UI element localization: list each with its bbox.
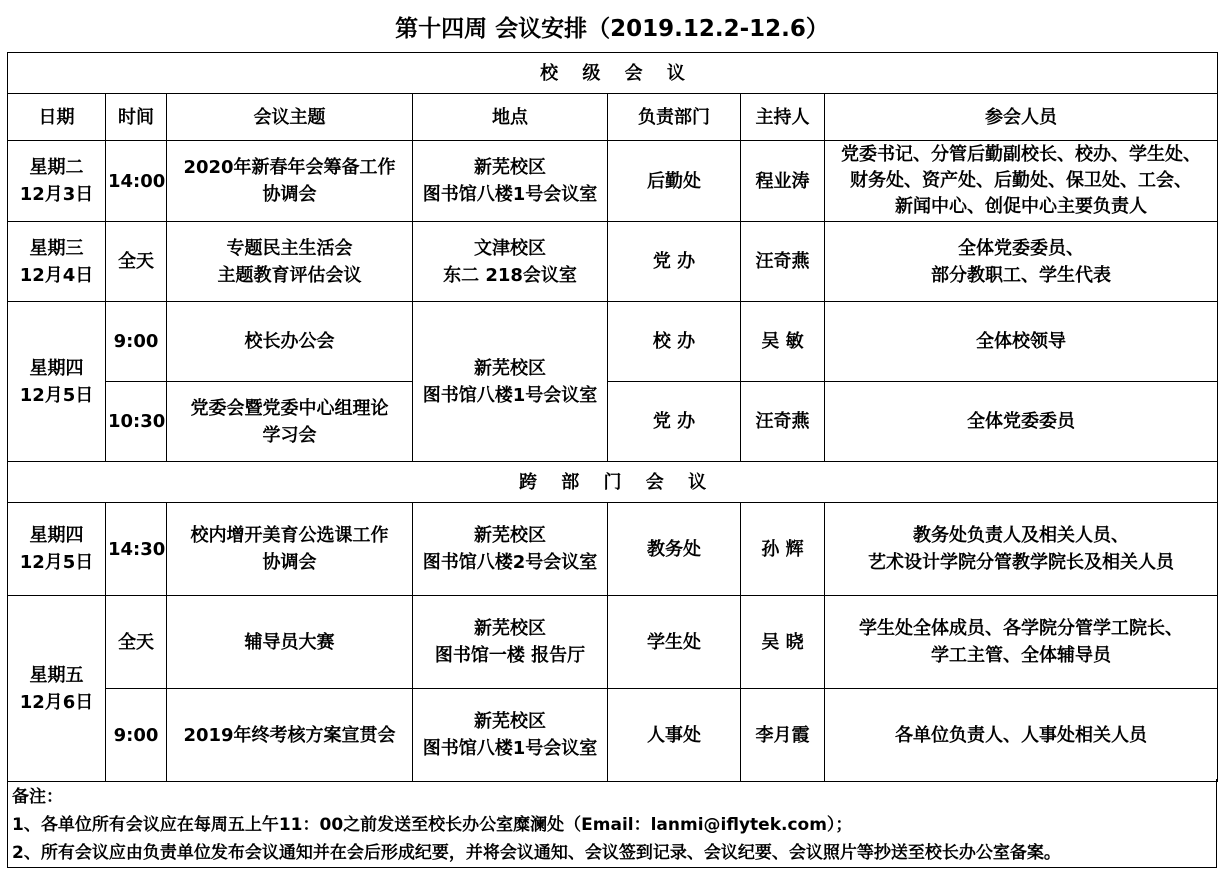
cell-host: 李月霞 (741, 689, 825, 782)
cell-date: 星期四 12月5日 (8, 302, 106, 462)
table-row (8, 141, 1218, 222)
section-title-cross: 跨 部 门 会 议 (8, 462, 1218, 503)
cell-host: 汪奇燕 (741, 382, 825, 462)
cell-attendees: 教务处负责人及相关人员、 艺术设计学院分管教学院长及相关人员 (825, 503, 1218, 596)
page-title: 第十四周 会议安排（2019.12.2-12.6） (395, 15, 829, 42)
cell-place: 新芜校区 图书馆八楼2号会议室 (413, 503, 608, 596)
table-row (8, 596, 1218, 689)
cell-date: 星期三 12月4日 (8, 222, 106, 302)
section-row-cross (8, 462, 1218, 503)
cell-time: 9:00 (106, 302, 167, 382)
table-row (8, 689, 1218, 782)
cell-dept: 党 办 (608, 382, 741, 462)
table-row (8, 503, 1218, 596)
notes-box (7, 779, 1217, 868)
header-host: 主持人 (741, 94, 825, 141)
cell-dept: 校 办 (608, 302, 741, 382)
table-row (8, 222, 1218, 302)
cell-topic: 2020年新春年会筹备工作 协调会 (167, 141, 413, 222)
cell-host: 汪奇燕 (741, 222, 825, 302)
cell-topic: 辅导员大赛 (167, 596, 413, 689)
cell-host: 吴 敏 (741, 302, 825, 382)
schedule-table (7, 52, 1218, 782)
notes-heading: 备注： (12, 787, 63, 807)
header-place: 地点 (413, 94, 608, 141)
header-topic: 会议主题 (167, 94, 413, 141)
table-row (8, 302, 1218, 382)
cell-dept: 人事处 (608, 689, 741, 782)
cell-host: 孙 辉 (741, 503, 825, 596)
cell-place: 新芜校区 图书馆一楼 报告厅 (413, 596, 608, 689)
cell-time: 全天 (106, 222, 167, 302)
cell-time: 14:00 (106, 141, 167, 222)
cell-date: 星期五 12月6日 (8, 596, 106, 782)
cell-time: 10:30 (106, 382, 167, 462)
cell-attendees: 全体党委委员 (825, 382, 1218, 462)
header-row (8, 94, 1218, 141)
cell-time: 9:00 (106, 689, 167, 782)
cell-place: 文津校区 东二 218会议室 (413, 222, 608, 302)
cell-host: 吴 晓 (741, 596, 825, 689)
cell-time: 14:30 (106, 503, 167, 596)
header-date: 日期 (8, 94, 106, 141)
cell-dept: 党 办 (608, 222, 741, 302)
cell-attendees: 全体党委委员、 部分教职工、学生代表 (825, 222, 1218, 302)
notes-line-2: 2、所有会议应由负责单位发布会议通知并在会后形成纪要，并将会议通知、会议签到记录、会议纪要、会议照片等抄送至校长办公室备案。 (12, 843, 1061, 863)
cell-attendees: 各单位负责人、人事处相关人员 (825, 689, 1218, 782)
cell-topic: 党委会暨党委中心组理论 学习会 (167, 382, 413, 462)
header-attendees: 参会人员 (825, 94, 1218, 141)
cell-dept: 教务处 (608, 503, 741, 596)
cell-topic: 专题民主生活会 主题教育评估会议 (167, 222, 413, 302)
cell-date: 星期四 12月5日 (8, 503, 106, 596)
header-dept: 负责部门 (608, 94, 741, 141)
cell-host: 程业涛 (741, 141, 825, 222)
cell-dept: 后勤处 (608, 141, 741, 222)
notes-line-1: 1、各单位所有会议应在每周五上午11：00之前发送至校长办公室糜澜处（Email：lanmi@iflytek.com）； (12, 815, 853, 835)
cell-date: 星期二 12月3日 (8, 141, 106, 222)
cell-place: 新芜校区 图书馆八楼1号会议室 (413, 689, 608, 782)
table-row (8, 382, 1218, 462)
cell-topic: 校内增开美育公选课工作 协调会 (167, 503, 413, 596)
section-row-school (8, 53, 1218, 94)
cell-attendees: 学生处全体成员、各学院分管学工院长、 学工主管、全体辅导员 (825, 596, 1218, 689)
cell-attendees: 党委书记、分管后勤副校长、校办、学生处、 财务处、资产处、后勤处、保卫处、工会、 新闻中心、创促中心主要负责人 (825, 141, 1218, 222)
section-title-school: 校 级 会 议 (8, 53, 1218, 94)
cell-attendees: 全体校领导 (825, 302, 1218, 382)
header-time: 时间 (106, 94, 167, 141)
cell-place: 新芜校区 图书馆八楼1号会议室 (413, 302, 608, 462)
cell-dept: 学生处 (608, 596, 741, 689)
cell-time: 全天 (106, 596, 167, 689)
cell-place: 新芜校区 图书馆八楼1号会议室 (413, 141, 608, 222)
cell-topic: 校长办公会 (167, 302, 413, 382)
cell-topic: 2019年终考核方案宣贯会 (167, 689, 413, 782)
